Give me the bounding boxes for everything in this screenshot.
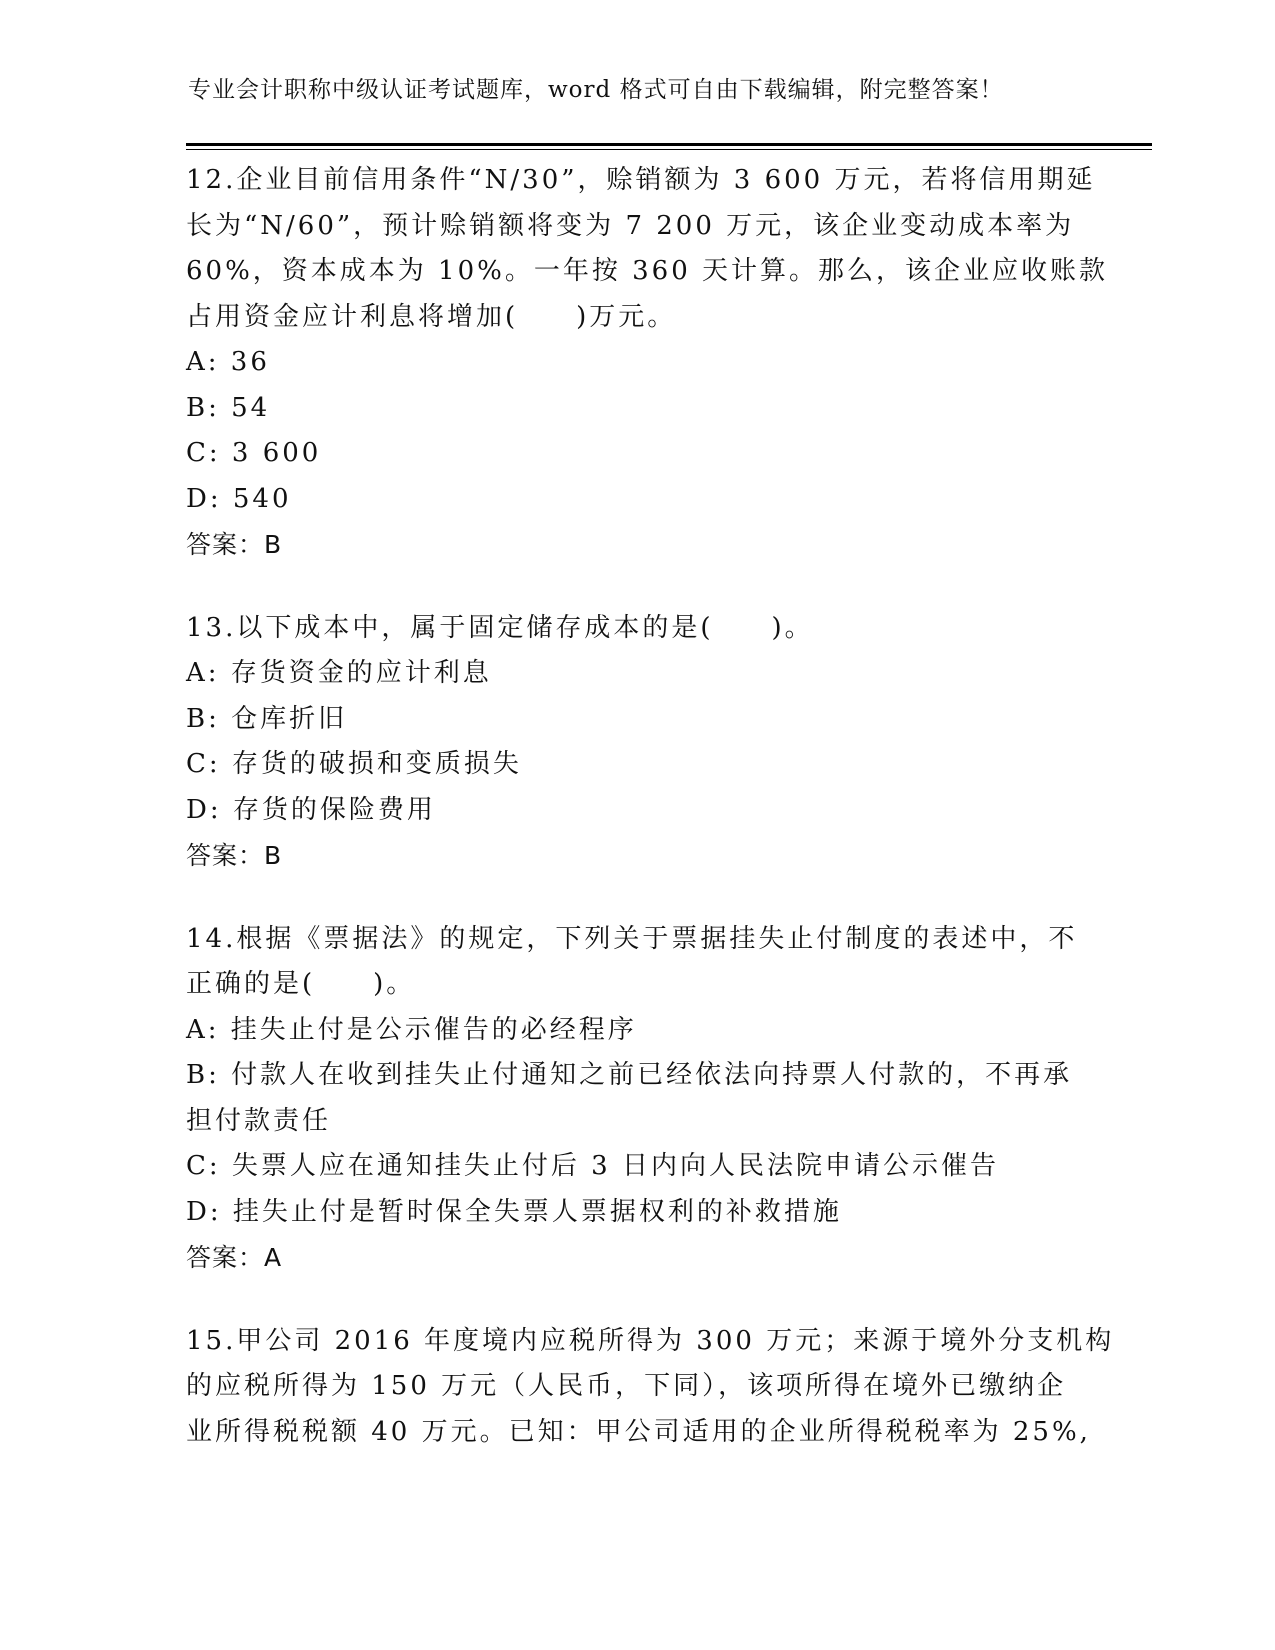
answer-option: 担付款责任 — [186, 1105, 332, 1136]
answer-option: C: 3 600 — [186, 438, 322, 468]
question-item — [186, 1319, 1115, 1456]
answer-option: B: 仓库折旧 — [186, 703, 348, 734]
answer-key: 答案：B — [186, 530, 283, 559]
answer-option: B: 54 — [186, 392, 271, 423]
question-stem-line: 正确的是( )。 — [186, 969, 416, 999]
question-item — [186, 606, 1086, 879]
question-list — [186, 158, 1115, 1493]
header-rule-thick — [186, 143, 1152, 146]
answer-option: B: 付款人在收到挂失止付通知之前已经依法向持票人付款的，不再承 — [186, 1060, 1073, 1090]
answer-key: 答案：B — [186, 841, 283, 870]
question-stem-line: 13.以下成本中，属于固定储存成本的是( )。 — [186, 612, 814, 643]
question-stem-line: 的应税所得为 150 万元（人民币，下同），该项所得在境外已缴纳企 — [186, 1371, 1067, 1401]
answer-key: 答案：A — [186, 1243, 283, 1272]
answer-option: A: 挂失止付是公示催告的必经程序 — [186, 1014, 637, 1045]
answer-option: D: 挂失止付是暂时保全失票人票据权利的补救措施 — [186, 1196, 842, 1227]
answer-option: C: 存货的破损和变质损失 — [186, 749, 522, 779]
question-item — [186, 158, 1108, 568]
page-header: 专业会计职称中级认证考试题库，word 格式可自由下载编辑，附完整答案！ — [188, 77, 1004, 103]
question-item — [186, 917, 1086, 1281]
question-stem-line: 占用资金应计利息将增加( )万元。 — [186, 301, 677, 332]
question-stem-line: 12.企业目前信用条件“N/30”，赊销额为 3 600 万元，若将信用期延 — [186, 165, 1096, 195]
answer-option: A: 36 — [186, 347, 270, 377]
answer-option: D: 存货的保险费用 — [186, 794, 436, 825]
question-stem-line: 15.甲公司 2016 年度境内应税所得为 300 万元；来源于境外分支机构 — [186, 1325, 1115, 1356]
answer-option: D: 540 — [186, 483, 292, 514]
question-stem-line: 60%，资本成本为 10%。一年按 360 天计算。那么，该企业应收账款 — [186, 256, 1108, 286]
answer-option: A: 存货资金的应计利息 — [186, 658, 492, 688]
question-stem-line: 长为“N/60”，预计赊销额将变为 7 200 万元，该企业变动成本率为 — [186, 210, 1075, 241]
question-stem-line: 14.根据《票据法》的规定，下列关于票据挂失止付制度的表述中，不 — [186, 923, 1078, 954]
answer-option: C: 失票人应在通知挂失止付后 3 日内向人民法院申请公示催告 — [186, 1151, 999, 1181]
question-stem-line: 业所得税税额 40 万元。已知：甲公司适用的企业所得税税率为 25%, — [186, 1416, 1091, 1447]
header-rule-thin — [186, 149, 1152, 150]
